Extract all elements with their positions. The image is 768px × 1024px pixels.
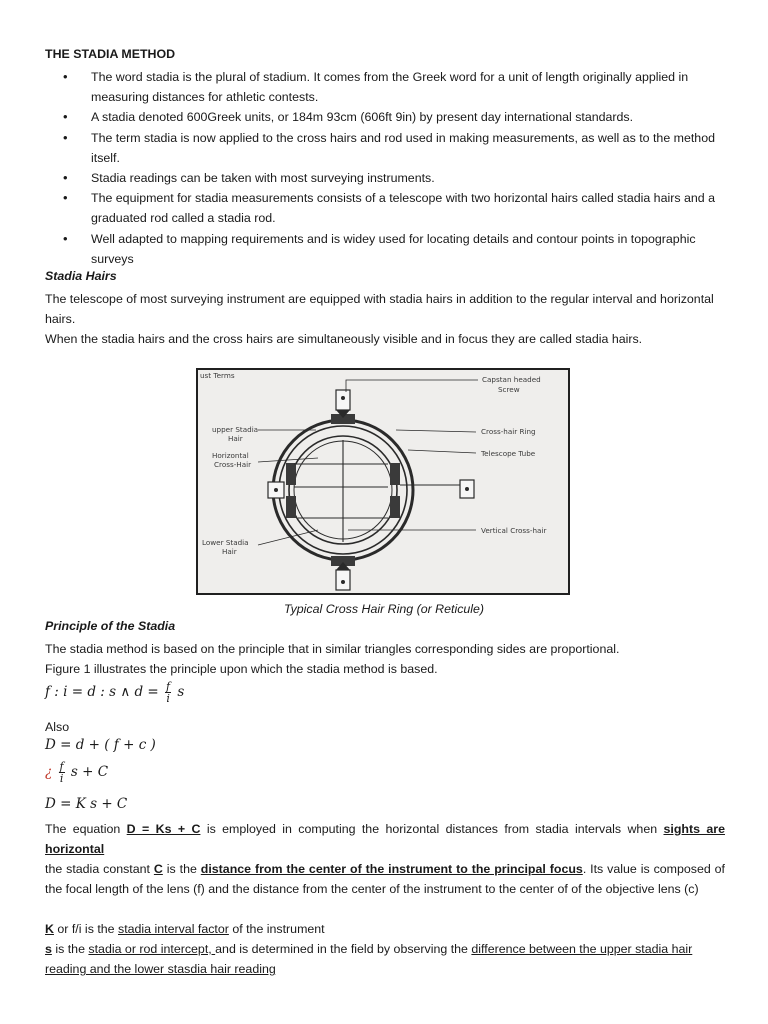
cross-hair-ring-label: Cross-hair Ring — [481, 427, 536, 436]
figure-corner-label: ust Terms — [200, 371, 235, 380]
upper-stadia-label-2: Hair — [228, 434, 243, 443]
equation-distance: D = d + ( f + c ) — [45, 737, 156, 753]
equation-ratio: f : i = d : s ∧ d = $\frac{f}{i}$ s — [45, 680, 185, 705]
s-definition: s is the stadia or rod intercept, and is determined in the field by observing the difference between the upper stadia hair reading and the lower stasdia hair reading — [45, 942, 693, 977]
stadia-hairs-paragraph-2: When the stadia hairs and the cross hairs are simultaneously visible and in focus they are called stadia hairs. — [45, 332, 643, 346]
principle-heading: Principle of the Stadia — [45, 619, 176, 633]
bullet-item: • Well adapted to mapping requirements and is widey used for locating details and contour points in topographic surveys — [45, 229, 725, 269]
stadia-hairs-heading: Stadia Hairs — [45, 269, 117, 283]
stadia-hairs-paragraph-1: The telescope of most surveying instrument are equipped with stadia hairs in addition to the regular interval and horizontal hairs. — [45, 292, 714, 327]
principle-paragraph-2: Figure 1 illustrates the principle upon which the stadia method is based. — [45, 662, 438, 676]
telescope-tube-label: Telescope Tube — [481, 449, 536, 458]
vertical-cross-hair-label: Vertical Cross-hair — [481, 526, 547, 535]
lower-stadia-label: Lower Stadia — [202, 538, 249, 547]
cross-hair-ring-figure — [196, 368, 570, 595]
bullet-item: • A stadia denoted 600Greek units, or 184m 93cm (606ft 9in) by present day international standards. — [45, 107, 725, 127]
horizontal-label-2: Cross-Hair — [214, 460, 252, 469]
also-label: Also — [45, 720, 70, 734]
stadia-constant-paragraph: the stadia constant C is the distance from the center of the instrument to the principal focus. Its value is composed of the focal length of the lens (f) and the distance from the center of the instrument to the center of of the objective lens (c) — [45, 862, 725, 897]
lower-stadia-label-2: Hair — [222, 547, 237, 556]
figure-caption: Typical Cross Hair Ring (or Reticule) — [283, 602, 485, 616]
bullet-item: • The word stadia is the plural of stadium. It comes from the Greek word for a unit of length originally applied in measuring distances for athletic contests. — [45, 67, 725, 107]
equation-expanded: ¿ $\frac{f}{i}$ s + C — [45, 760, 109, 785]
capstan-screw-left — [268, 482, 284, 498]
equation-paragraph: The equation D = Ks + C is employed in computing the horizontal distances from stadia intervals when sights are horizontal — [45, 822, 725, 857]
bullet-item: • The equipment for stadia measurements consists of a telescope with two horizontal hairs called stadia hairs and a graduated rod called a stadia rod. — [45, 188, 725, 228]
upper-stadia-label: upper Stadia — [212, 425, 259, 434]
bullet-list — [45, 67, 725, 269]
equation-final: D = K s + C — [45, 796, 128, 812]
document-title: THE STADIA METHOD — [45, 47, 176, 61]
screw-label: Screw — [498, 385, 520, 394]
capstan-label: Capstan headed — [482, 375, 541, 384]
principle-paragraph-1: The stadia method is based on the principle that in similar triangles corresponding sides are proportional. — [45, 642, 620, 656]
horizontal-label: Horizontal — [212, 451, 249, 460]
cross-hair-ring-diagram — [198, 370, 568, 593]
bullet-item: • Stadia readings can be taken with most surveying instruments. — [45, 168, 725, 188]
k-definition: K or f/i is the stadia interval factor of the instrument — [45, 922, 325, 936]
bullet-item: • The term stadia is now applied to the cross hairs and rod used in making measurements, as well as to the method itself. — [45, 128, 725, 168]
